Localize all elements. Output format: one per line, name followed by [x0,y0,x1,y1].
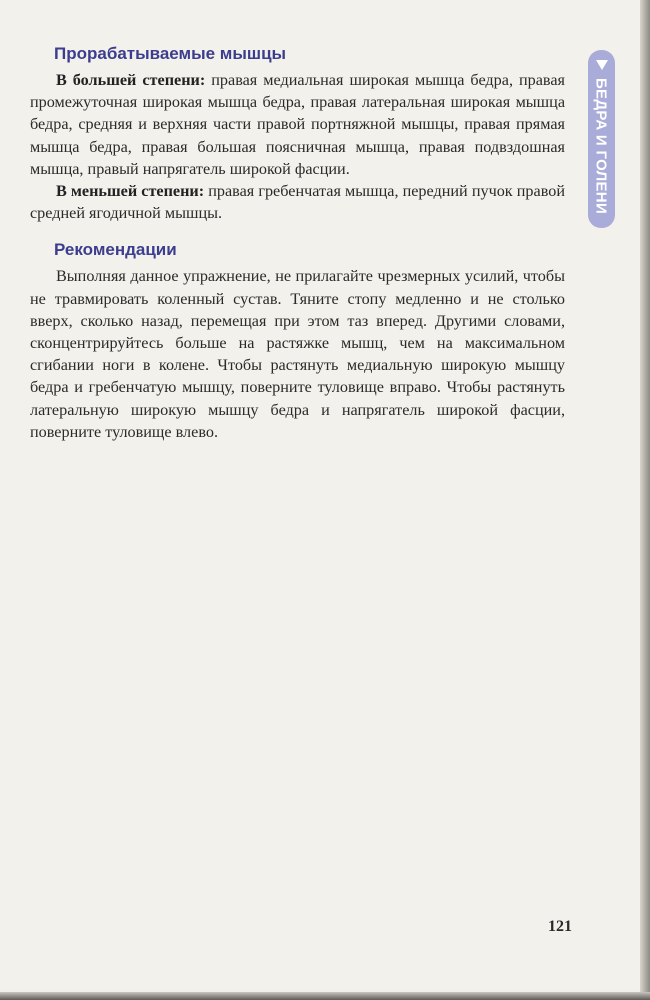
triangle-down-icon [596,60,608,70]
greater-degree-text: правая медиальная широкая мышца бедра, правая промежуточная широкая мышца бедра, правая латеральная широкая мышца бедра, средняя и верхняя части правой портняжной мышцы, правая прямая мышца бедра, правая большая поясничная мышца, правая подвздошная мышца, правый напрягатель широкой фасции. [30,71,565,178]
page-content [30,42,565,443]
lesser-degree-paragraph [30,180,565,224]
greater-degree-label: В большей степени: [56,71,206,89]
page-edge-right [640,0,650,1000]
page-edge-bottom [0,992,650,1000]
lesser-degree-text: правая гребенчатая мышца, передний пучок правой средней ягодичной мышцы. [30,182,565,223]
page-number: 121 [548,918,572,935]
lesser-degree-label: В меньшей степени: [56,182,205,201]
recommendations-paragraph: Выполняя данное упражнение, не прилагайте чрезмерных усилий, чтобы не травмировать коленный сустав. Тяните стопу медленно и не столько вверх, сколько назад, перемещая при этом таз вперед. Другими словами, сконцентрируйтесь больше на растяжке мышц, чем на максимальном сгибании ноги в колене. Чтобы растянуть медиальную широкую мышцу бедра и гребенчатую мышцу, поверните туловище вправо. Чтобы растянуть латеральную широкую мышцу бедра и напрягатель широкой фасции, поверните туловище влево. [30,267,565,441]
muscles-heading: Прорабатываемые мышцы [54,44,287,63]
recommendations-heading: Рекомендации [54,240,177,260]
section-tab-label: БЕДРА И ГОЛЕНИ [592,77,610,215]
greater-degree-paragraph [30,69,565,180]
